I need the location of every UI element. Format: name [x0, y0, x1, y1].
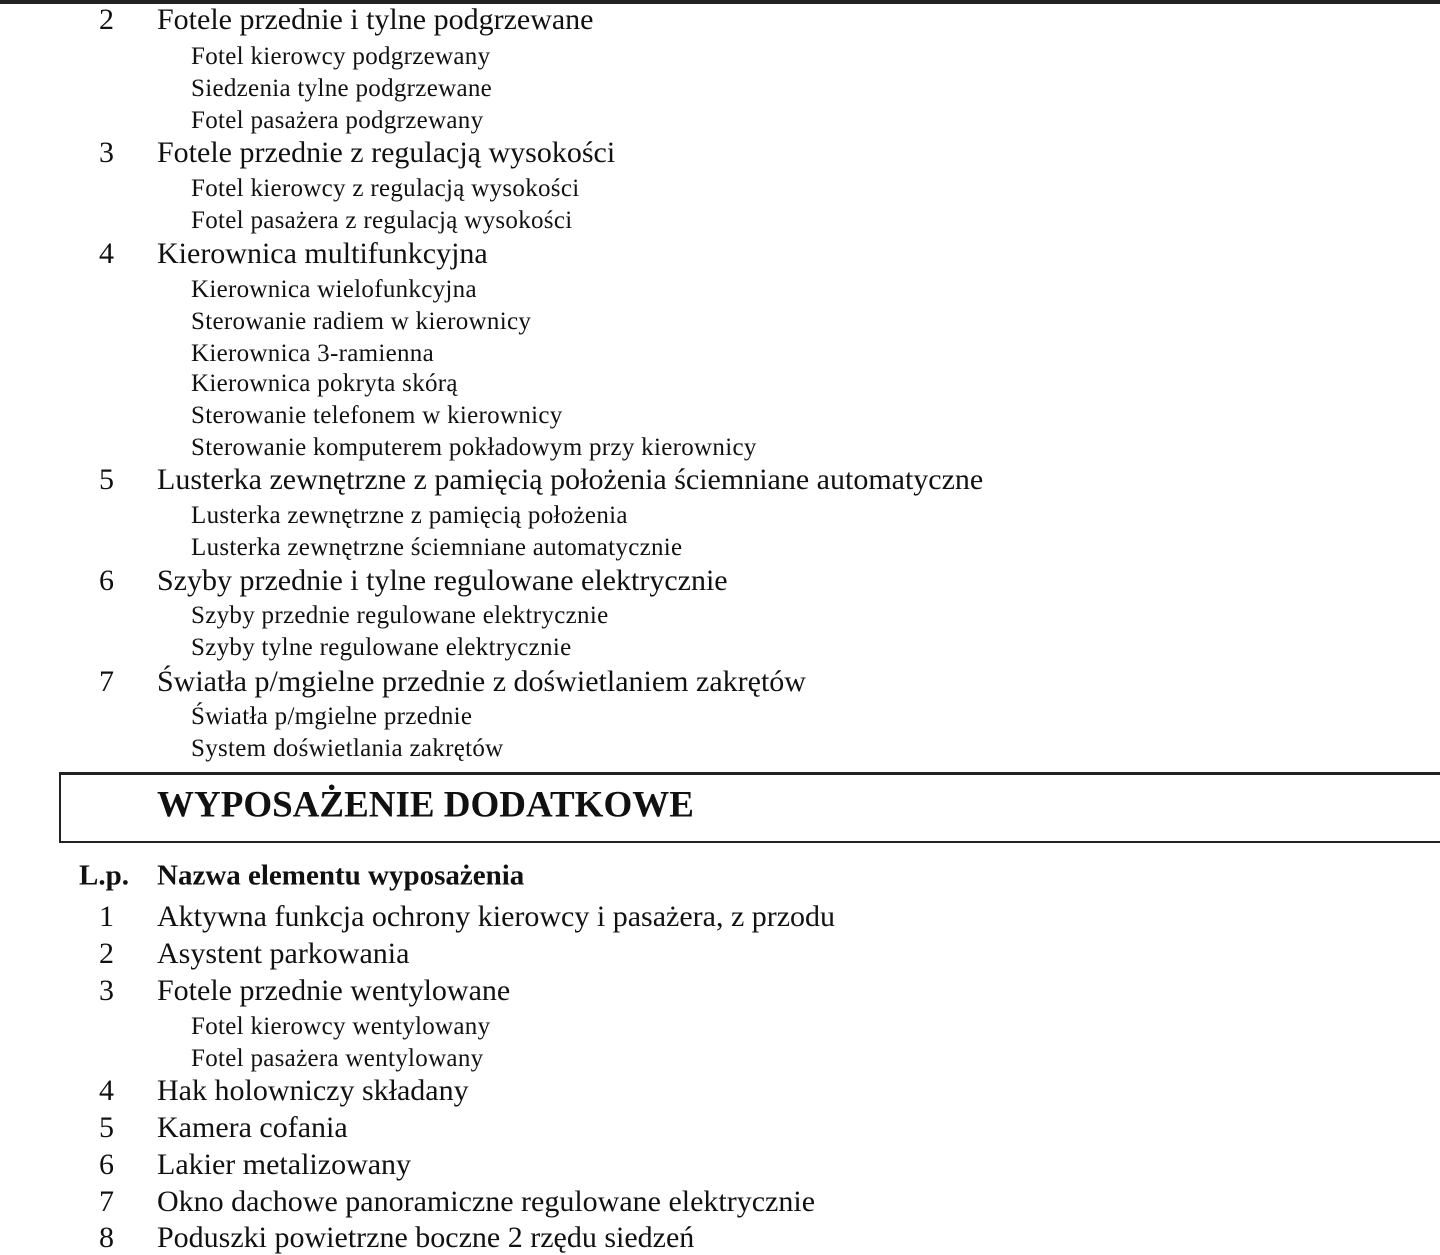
item-label: Fotele przednie z regulacją wysokości: [157, 136, 616, 169]
sub-item-label: Fotel kierowcy z regulacją wysokości: [191, 175, 580, 202]
sub-item-label: Lusterka zewnętrzne z pamięcią położenia: [191, 502, 628, 529]
sub-item-label: Fotel kierowcy podgrzewany: [191, 43, 491, 70]
item-number: 1: [99, 900, 114, 933]
sub-item-label: Szyby tylne regulowane elektrycznie: [191, 634, 572, 661]
item-number: 5: [99, 1111, 114, 1144]
item-label: Lusterka zewnętrzne z pamięcią położenia ściemniane automatyczne: [157, 463, 984, 496]
item-label: Kierownica multifunkcyjna: [157, 237, 488, 270]
sub-item-label: Światła p/mgielne przednie: [191, 703, 473, 730]
column-header-lp: L.p.: [79, 859, 129, 892]
item-label: Kamera cofania: [157, 1111, 348, 1144]
item-label: Fotele przednie i tylne podgrzewane: [157, 3, 594, 36]
section-title: WYPOSAŻENIE DODATKOWE: [157, 784, 694, 826]
item-number: 3: [99, 974, 114, 1007]
column-header-name: Nazwa elementu wyposażenia: [157, 859, 525, 892]
item-number: 4: [99, 1074, 114, 1107]
sub-item-label: Sterowanie komputerem pokładowym przy kierownicy: [191, 434, 757, 461]
item-number: 7: [99, 1185, 114, 1218]
item-number: 5: [99, 463, 114, 496]
sub-item-label: Kierownica wielofunkcyjna: [191, 276, 477, 303]
item-label: Poduszki powietrzne boczne 2 rzędu siedzeń: [157, 1221, 695, 1254]
sub-item-label: Kierownica 3-ramienna: [191, 340, 434, 367]
item-number: 8: [99, 1221, 114, 1254]
item-number: 7: [99, 665, 114, 698]
sub-item-label: Szyby przednie regulowane elektrycznie: [191, 602, 609, 629]
item-label: Hak holowniczy składany: [157, 1074, 469, 1107]
sub-item-label: Kierownica pokryta skórą: [191, 370, 458, 397]
item-number: 3: [99, 136, 114, 169]
sub-item-label: Fotel pasażera podgrzewany: [191, 107, 484, 134]
item-number: 6: [99, 564, 114, 597]
item-label: Lakier metalizowany: [157, 1148, 412, 1181]
item-number: 2: [99, 937, 114, 970]
item-number: 2: [99, 3, 114, 36]
item-label: Szyby przednie i tylne regulowane elektrycznie: [157, 564, 728, 597]
sub-item-label: Fotel pasażera z regulacją wysokości: [191, 207, 573, 234]
item-label: Fotele przednie wentylowane: [157, 974, 511, 1007]
sub-item-label: Sterowanie telefonem w kierownicy: [191, 402, 563, 429]
item-number: 4: [99, 237, 114, 270]
sub-item-label: Siedzenia tylne podgrzewane: [191, 75, 493, 102]
sub-item-label: System doświetlania zakrętów: [191, 735, 504, 762]
item-label: Asystent parkowania: [157, 937, 410, 970]
item-label: Aktywna funkcja ochrony kierowcy i pasażera, z przodu: [157, 900, 836, 933]
item-number: 6: [99, 1148, 114, 1181]
sub-item-label: Sterowanie radiem w kierownicy: [191, 308, 532, 335]
sub-item-label: Fotel kierowcy wentylowany: [191, 1013, 491, 1040]
sub-item-label: Lusterka zewnętrzne ściemniane automatycznie: [191, 534, 683, 561]
sub-item-label: Fotel pasażera wentylowany: [191, 1045, 484, 1072]
item-label: Okno dachowe panoramiczne regulowane elektrycznie: [157, 1185, 816, 1218]
item-label: Światła p/mgielne przednie z doświetlaniem zakrętów: [157, 665, 806, 698]
